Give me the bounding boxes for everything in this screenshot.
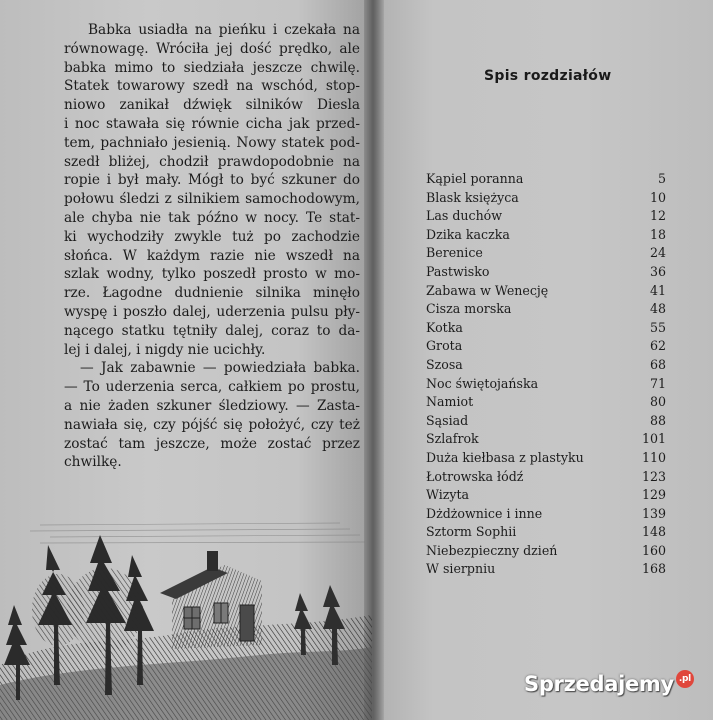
toc-entry: [426, 357, 666, 376]
cabin-illustration: [0, 515, 372, 720]
toc-entry: [426, 506, 666, 525]
toc-entry-page: 68: [649, 356, 666, 372]
toc-entry-page: 148: [641, 524, 666, 540]
text-line: ale chyba nie tak późno w nocy. Te stat-: [64, 209, 360, 226]
text-line: ki wychodziły zwykle tuż po zachodzie: [64, 228, 360, 245]
toc-entry-page: 168: [641, 561, 666, 577]
text-line: nawiała się, czy pójść się położyć, czy też: [64, 416, 360, 433]
toc-entry-title: W sierpniu: [426, 561, 496, 577]
toc-entry: [426, 561, 666, 580]
text-line: połowu śledzi z silnikiem samochodowym,: [64, 191, 360, 208]
toc-entry-title: Wizyta: [426, 487, 470, 503]
toc-entry: [426, 283, 666, 302]
toc-entry-title: Duża kiełbasa z plastyku: [426, 449, 584, 465]
toc-entry: [426, 376, 666, 395]
text-line: i noc stawała się równie cicha jak przed-: [64, 115, 360, 132]
toc-entry-page: 160: [641, 542, 666, 558]
toc-entry: [426, 301, 666, 320]
toc-entry-page: 123: [641, 468, 666, 484]
text-line: Babka usiadła na pieńku i czekała na: [88, 22, 360, 38]
text-line: babka mimo to siedziała jeszcze chwilę.: [64, 59, 360, 76]
text-line: Statek towarowy szedł na wschód, stop-: [64, 78, 360, 95]
text-line: chwilkę.: [64, 454, 122, 471]
toc-entry: [426, 208, 666, 227]
toc-entry-title: Szlafrok: [426, 431, 479, 447]
toc-entry-title: Namiot: [426, 394, 474, 410]
toc-entry: [426, 320, 666, 339]
toc-entry-title: Kąpiel poranna: [426, 171, 524, 186]
toc-entry-page: 129: [641, 487, 666, 503]
watermark-text: Sprzedajemy: [524, 672, 674, 696]
toc-entry-page: 48: [649, 301, 666, 317]
toc-entry-page: 62: [649, 338, 666, 354]
toc-entry-title: Noc świętojańska: [426, 375, 539, 391]
toc-entry-title: Kotka: [426, 319, 463, 335]
text-line: nącego statku tętniły dalej, coraz to da-: [64, 322, 360, 339]
text-line: rze. Łagodne dudnienie silnika minęło: [64, 285, 360, 302]
toc-entry-title: Dzika kaczka: [426, 226, 510, 242]
table-of-contents: [426, 171, 666, 580]
toc-entry: [426, 450, 666, 469]
text-line: ropie i był mały. Mógł to być szkuner do: [64, 172, 360, 189]
toc-entry: [426, 524, 666, 543]
toc-title: Spis rozdziałów: [484, 68, 612, 84]
text-line: słońca. W każdym razie nie wszedł na: [64, 247, 360, 264]
toc-entry-page: 10: [649, 189, 666, 205]
toc-entry-title: Sztorm Sophii: [426, 524, 517, 540]
toc-entry-page: 71: [649, 375, 666, 391]
toc-entry: [426, 171, 666, 190]
watermark-badge: .pl: [676, 670, 694, 688]
toc-entry-page: 55: [649, 319, 666, 335]
toc-entry-page: 80: [649, 394, 666, 410]
text-line: wyspę i poszło dalej, uderzenia pulsu pły-: [64, 303, 360, 320]
watermark-logo: [524, 672, 694, 702]
toc-entry-title: Las duchów: [426, 208, 503, 224]
text-line: szedł bliżej, chodził prawdopodobnie na: [64, 153, 360, 170]
toc-entry-page: 88: [649, 412, 666, 428]
toc-entry-page: 24: [649, 245, 666, 261]
text-line: a nie żaden szkuner śledziowy. — Zasta-: [64, 397, 360, 414]
toc-entry: [426, 394, 666, 413]
toc-entry: [426, 469, 666, 488]
toc-entry: [426, 543, 666, 562]
toc-entry-title: Grota: [426, 338, 463, 354]
toc-entry: [426, 338, 666, 357]
text-line: lej i dalej, i nigdy nie ucichły.: [64, 341, 266, 358]
toc-entry-title: Pastwisko: [426, 263, 490, 279]
toc-entry-title: Zabawa w Wenecję: [426, 282, 549, 298]
toc-entry: [426, 190, 666, 209]
toc-entry-title: Łotrowska łódź: [426, 468, 524, 484]
toc-entry-page: 5: [657, 171, 666, 186]
text-line: — Jak zabawnie — powiedziała babka.: [80, 360, 360, 377]
toc-entry-page: 12: [649, 208, 666, 224]
toc-entry-title: Cisza morska: [426, 301, 512, 317]
text-line: szlak wodny, tylko poszedł prosto w mo-: [64, 266, 360, 283]
toc-entry-title: Dżdżownice i inne: [426, 505, 543, 521]
toc-entry-page: 101: [641, 431, 666, 447]
toc-entry-page: 41: [649, 282, 666, 298]
text-line: tem, pachniało jesienią. Nowy statek pod-: [64, 134, 360, 151]
toc-entry-title: Berenice: [426, 245, 483, 261]
toc-entry-title: Niebezpieczny dzień: [426, 542, 558, 558]
toc-entry: [426, 487, 666, 506]
toc-entry-title: Blask księżyca: [426, 189, 519, 205]
toc-entry: [426, 245, 666, 264]
story-text: [64, 21, 360, 472]
text-line: niowo zanikał dźwięk silników Diesla: [64, 97, 360, 114]
toc-entry-title: Sąsiad: [426, 412, 469, 428]
toc-entry-page: 139: [641, 505, 666, 521]
toc-entry: [426, 431, 666, 450]
text-line: zostać tam jeszcze, może zostać przez: [64, 435, 360, 452]
text-line: równowagę. Wróciła jej dość prędko, ale: [64, 40, 360, 57]
toc-entry-page: 18: [649, 226, 666, 242]
toc-entry: [426, 227, 666, 246]
toc-entry-title: Szosa: [426, 356, 463, 372]
text-line: — To uderzenia serca, całkiem po prostu,: [64, 379, 360, 396]
toc-entry: [426, 264, 666, 283]
toc-entry: [426, 413, 666, 432]
toc-entry-page: 110: [641, 449, 666, 465]
toc-entry-page: 36: [649, 263, 666, 279]
